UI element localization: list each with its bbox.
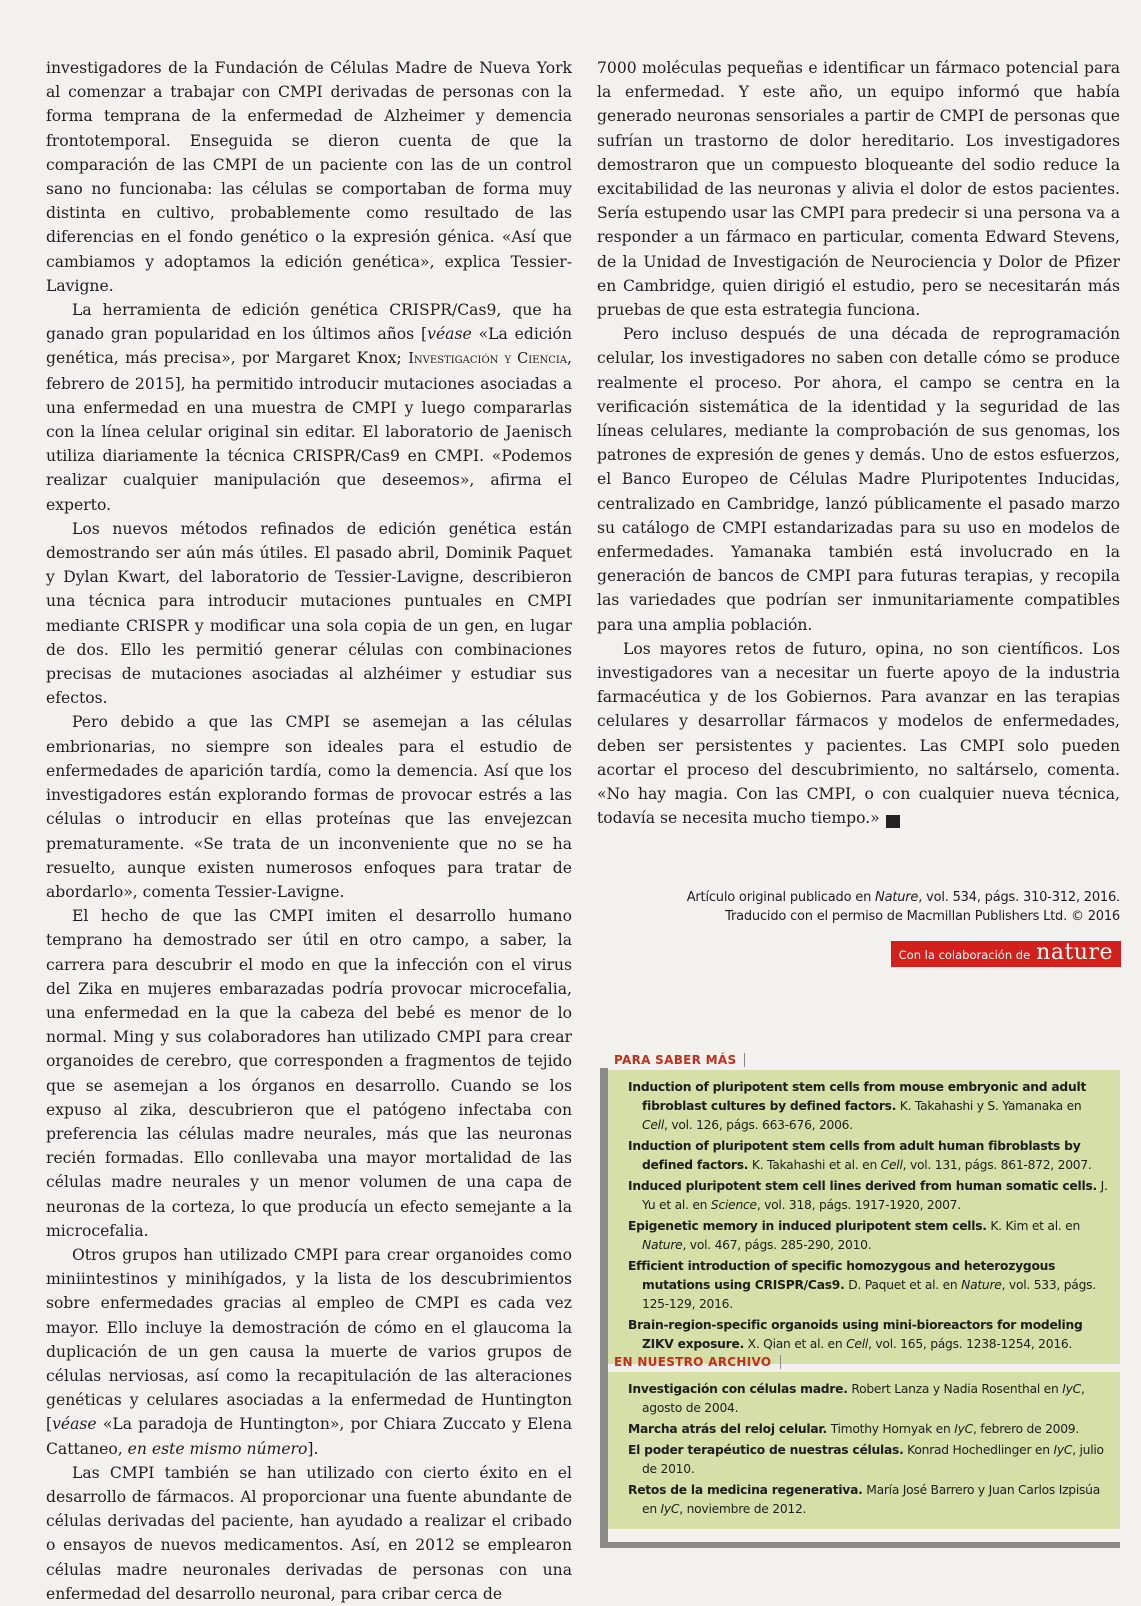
reference-item (628, 1380, 1110, 1418)
reference-item (628, 1078, 1110, 1135)
text-run: «La edición genética, más precisa», por Margaret Knox; (46, 325, 572, 368)
reference-journal: Cell (880, 1158, 903, 1172)
reference-title: Induction of pluripotent stem cells from mouse embryonic and adult fibroblast cultures by defined factors. (628, 1080, 1087, 1113)
nature-logo: nature (1036, 940, 1113, 965)
paragraph: Pero debido a que las CMPI se asemejan a las células embrionarias, no siempre son ideales para el estudio de enfermedades de aparición tardía, como la demencia. Así que los investigadores están explorando formas de provocar estrés a las células o introducir en ellas proteínas que las envejezcan prematuramente. «Se trata de un inconveniente que no se ha resuelto, aunque existen numerosos enfoques para tratar de abordarlo», comenta Tessier-Lavigne. (46, 713, 572, 901)
text-run: , vol. 534, págs. 310-312, 2016. (918, 890, 1120, 905)
reference-title: Induction of pluripotent stem cells from adult human fibroblasts by defined factors. (628, 1139, 1081, 1172)
article-credits (600, 888, 1120, 926)
reference-journal: IyC (1053, 1443, 1073, 1457)
reference-journal: Cell (642, 1118, 664, 1132)
reference-list (608, 1070, 1120, 1364)
paragraph (46, 298, 572, 517)
reference-details: , vol. 126, págs. 663-676, 2006. (664, 1118, 853, 1132)
en-nuestro-archivo-box (608, 1352, 1120, 1529)
reference-authors: J. Yu et al. en (642, 1179, 1108, 1212)
reference-title: Marcha atrás del reloj celular. (628, 1422, 827, 1436)
journal-name: Investigación y Ciencia (408, 351, 568, 368)
reference-details: , agosto de 2004. (642, 1382, 1085, 1415)
paragraph (597, 637, 1120, 831)
end-mark: IyC (886, 815, 900, 828)
reference-authors: Konrad Hochedlinger en (903, 1443, 1054, 1457)
reference-authors: K. Kim et al. en (986, 1219, 1081, 1233)
reference-journal: Nature (642, 1238, 683, 1252)
reference-title: Epigenetic memory in induced pluripotent stem cells. (628, 1219, 987, 1233)
reference-details: , noviembre de 2012. (679, 1502, 807, 1516)
reference-item (628, 1420, 1110, 1439)
reference-item (628, 1257, 1110, 1314)
box-title: EN NUESTRO ARCHIVO (608, 1352, 1120, 1372)
reference-journal: Cell (846, 1337, 869, 1351)
paragraph: 7000 moléculas pequeñas e identificar un fármaco potencial para la enfermedad. Y este año, un equipo informó que había generado neuronas sensoriales a partir de CMPI de personas que sufrían un trastorno de dolor hereditario. Los investigadores demostraron que un compuesto bloqueante del sodio reduce la excitabilidad de las neuronas y alivia el dolor de estos pacientes. Sería estupendo usar las CMPI para predecir si una persona va a responder a un fármaco en particular, comenta Edward Stevens, de la Unidad de Investigación de Neurociencia y Dolor de Pfizer en Cambridge, quien dirigió el estudio, pero se necesitarán más pruebas de que esta estrategia funciona. (597, 59, 1120, 320)
reference-item (628, 1316, 1110, 1354)
right-column (597, 56, 1120, 831)
paragraph (46, 1243, 572, 1461)
text-run: Otros grupos han utilizado CMPI para crear organoides como miniintestinos y minihígados, y la lista de los descubrimientos sobre enfermedades gracias al empleo de CMPI es cada vez mayor. Ello incluye la demostración de cómo en el glaucoma la duplicación de un gen causa la muerte de varios grupos de células nerviosas, así como la recapitulación de las alteraciones genéticas y celulares asociadas a la enfermedad de Huntington [ (46, 1245, 572, 1434)
reference-title: Retos de la medicina regenerativa. (628, 1483, 863, 1497)
box-shadow (600, 1542, 1120, 1548)
text-run: ]. (307, 1439, 319, 1458)
box-title: PARA SABER MÁS (608, 1050, 1120, 1070)
reference-item (628, 1137, 1110, 1175)
reference-details: , julio de 2010. (642, 1443, 1104, 1476)
text-run: , febrero de 2015], ha permitido introducir mutaciones asociadas a una enfermedad en una muestra de CMPI y luego compararlas con la línea celular original sin editar. El laboratorio de Jaenisch utiliza diariamente la técnica CRISPR/Cas9 en CMPI. «Podemos realizar cualquier manipulación que deseemos», afirma el experto. (46, 349, 572, 514)
reference-journal: Science (710, 1198, 757, 1212)
reference-details: , vol. 165, págs. 1238-1254, 2016. (868, 1337, 1073, 1351)
paragraph: Las CMPI también se han utilizado con cierto éxito en el desarrollo de fármacos. Al proporcionar una fuente abundante de células derivadas del paciente, han ayudado a realizar el cribado o ensayos de nuevos medicamentos. Así, en 2012 se emplearon células madre neuronales derivadas de personas con una enfermedad del desarrollo neuronal, para cribar cerca de (46, 1463, 572, 1603)
reference-journal: Nature (961, 1278, 1002, 1292)
para-saber-mas-box (608, 1050, 1120, 1364)
reference-authors: D. Paquet et al. en (844, 1278, 962, 1292)
nature-collaboration-badge (891, 941, 1121, 967)
italic-run: véase (52, 1415, 97, 1434)
reference-details: , vol. 318, págs. 1917-1920, 2007. (756, 1198, 961, 1212)
reference-title: El poder terapéutico de nuestras células. (628, 1443, 904, 1457)
reference-journal: IyC (1062, 1382, 1081, 1396)
credit-line: Traducido con el permiso de Macmillan Publishers Ltd. © 2016 (725, 909, 1120, 924)
reference-details: , vol. 131, págs. 861-872, 2007. (902, 1158, 1092, 1172)
reference-details: , vol. 467, págs. 285-290, 2010. (682, 1238, 872, 1252)
box-shadow (600, 1068, 608, 1548)
italic-run: Nature (875, 890, 919, 905)
reference-authors: Robert Lanza y Nadia Rosenthal en (847, 1382, 1063, 1396)
italic-run: véase (427, 325, 472, 344)
reference-item (628, 1217, 1110, 1255)
reference-journal: IyC (660, 1502, 680, 1516)
paragraph: investigadores de la Fundación de Células Madre de Nueva York al comenzar a trabajar con CMPI derivadas de personas con la forma temprana de la enfermedad de Alzheimer y demencia frontotemporal. Enseguida se dieron cuenta de que la comparación de las CMPI de un paciente con las de un control sano no funcionaba: las células se comportaban de forma muy distinta en cultivo, probablemente como resultado de las diferencias en el fondo genético o la expresión génica. «Así que cambiamos y adoptamos la edición genética», explica Tessier-Lavigne. (46, 59, 572, 295)
reference-authors: María José Barrero y Juan Carlos Izpisúa en (642, 1483, 1100, 1516)
left-column (46, 56, 572, 1606)
italic-run: en este mismo número (127, 1439, 308, 1458)
reference-list (608, 1372, 1120, 1529)
paragraph: Los nuevos métodos refinados de edición genética están demostrando ser aún más útiles. El pasado abril, Dominik Paquet y Dylan Kwart, del laboratorio de Tessier-Lavigne, describieron una técnica para introducir mutaciones puntuales en CMPI mediante CRISPR y modificar una sola copia de un gen, en lugar de dos. Ello les permitió generar células con combinaciones precisas de mutaciones asociadas al alzhéimer y estudiar sus efectos. (46, 519, 572, 708)
reference-authors: X. Qian et al. en (744, 1337, 847, 1351)
reference-title: Brain-region-specific organoids using mini-bioreactors for modeling ZIKV exposure. (628, 1318, 1083, 1351)
paragraph: Pero incluso después de una década de reprogramación celular, los investigadores no saben con detalle cómo se produce realmente el proceso. Por ahora, el campo se centra en la verificación sistemática de la identidad y la seguridad de las líneas celulares, mediante la comprobación de sus genomas, los patrones de expresión de genes y demás. Uno de estos esfuerzos, el Banco Europeo de Células Madre Pluripotentes Inducidas, centralizado en Cambridge, lanzó públicamente el pasado marzo su catálogo de CMPI estandarizadas para su uso en modelos de enfermedades. Yamanaka también está involucrado en la generación de bancos de CMPI para futuras terapias, y recopila las variedades que podrían ser inmunitariamente compatibles para una amplia población. (597, 325, 1120, 634)
reference-details: , vol. 533, págs. 125-129, 2016. (642, 1278, 1096, 1311)
reference-title: Induced pluripotent stem cell lines derived from human somatic cells. (628, 1179, 1097, 1193)
paragraph: El hecho de que las CMPI imiten el desarrollo humano temprano ha demostrado ser útil en otro campo, a saber, la carrera para descubrir el modo en que la infección con el virus del Zika en mujeres embarazadas podría provocar microcefalia, una enfermedad en la que la cabeza del bebé es menor de lo normal. Ming y sus colaboradores han utilizado CMPI para crear organoides de cerebro, que corresponden a fragmentos de tejido que se asemejan a los órganos en desarrollo. Cuando se los expuso al zika, descubrieron que el patógeno infectaba con preferencia las células madre neurales, más que las neuronas recién formadas. Ello conllevaba una mayor mortalidad de las células madre neurales y un menor volumen de una capa de neuronas de la corteza, lo que producía un efecto semejante a la microcefalia. (46, 907, 572, 1240)
reference-details: , febrero de 2009. (972, 1422, 1080, 1436)
reference-title: Investigación con células madre. (628, 1382, 848, 1396)
credit-line (600, 888, 1120, 907)
reference-item (628, 1481, 1110, 1519)
text-run: La herramienta de edición genética CRISPR/Cas9, que ha ganado gran popularidad en los últimos años [ (46, 301, 572, 344)
reference-item (628, 1177, 1110, 1215)
reference-title: Efficient introduction of specific homozygous and heterozygous mutations using CRISPR/Cas9. (628, 1259, 1056, 1292)
reference-authors: K. Takahashi y S. Yamanaka en (896, 1099, 1082, 1113)
text-run: Los mayores retos de futuro, opina, no son científicos. Los investigadores van a necesitar un fuerte apoyo de la industria farmacéutica y de los Gobiernos. Para avanzar en las terapias celulares y desarrollar fármacos y modelos de enfermedades, deben ser persistentes y pacientes. Las CMPI solo pueden acortar el proceso del descubrimiento, no saltárselo, comenta. «No hay magia. Con las CMPI, o con cualquier nueva técnica, todavía se necesita mucho tiempo.» (597, 639, 1120, 828)
reference-item (628, 1441, 1110, 1479)
reference-authors: K. Takahashi et al. en (748, 1158, 881, 1172)
reference-journal: IyC (954, 1422, 973, 1436)
reference-authors: Timothy Hornyak en (826, 1422, 955, 1436)
text-run: «La paradoja de Huntington», por Chiara Zuccato y Elena Cattaneo, (46, 1415, 572, 1458)
badge-prefix: Con la colaboración de (898, 948, 1031, 962)
text-run: Artículo original publicado en (686, 890, 876, 905)
